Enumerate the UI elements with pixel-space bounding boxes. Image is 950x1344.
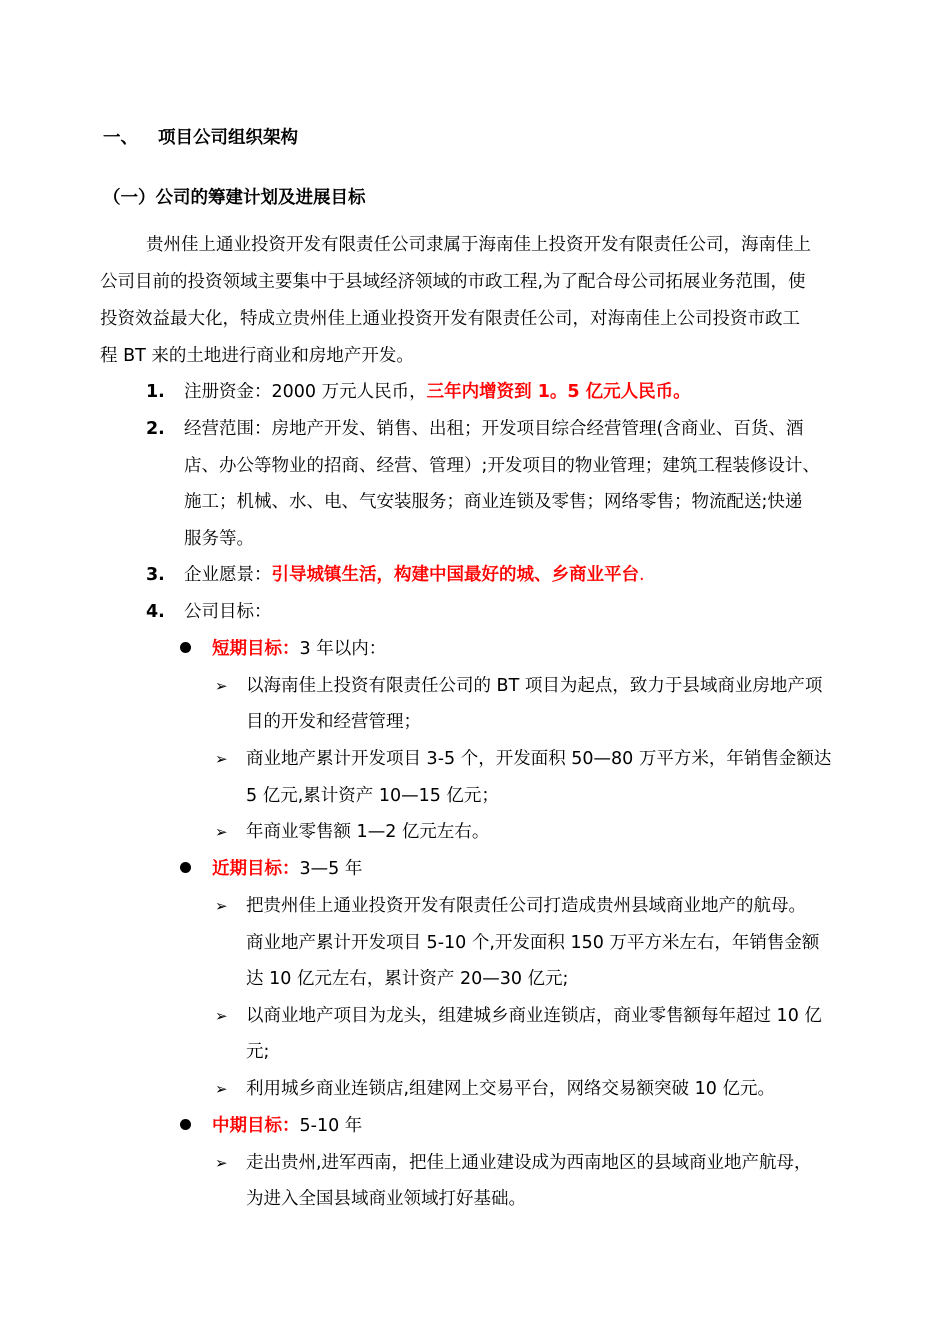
item-scope-line: 经营范围：房地产开发、销售、出租；开发项目综合经营管理(含商业、百货、酒 — [184, 419, 804, 439]
mid-term-value: 5-10 年 — [299, 1116, 363, 1136]
mid-term-point-line: 走出贵州,进军西南，把佳上通业建设成为西南地区的县域商业地产航母， — [246, 1153, 812, 1173]
near-term-point-line: 元; — [246, 1042, 270, 1062]
mid-term-label: 中期目标： — [212, 1116, 300, 1136]
mid-term-heading — [212, 1114, 362, 1138]
near-term-heading — [212, 857, 362, 881]
item-number: 2. — [146, 419, 165, 439]
item-scope-line: 店、办公等物业的招商、经营、管理）;开发项目的物业管理；建筑工程装修设计、 — [184, 456, 820, 476]
arrow-bullet-icon: ➢ — [215, 1080, 228, 1098]
item-vision-text — [184, 563, 645, 587]
short-term-label: 短期目标： — [212, 639, 300, 659]
short-term-point-line: 以海南佳上投资有限责任公司的 BT 项目为起点，致力于县域商业房地产项 — [246, 676, 823, 696]
item-scope-line: 施工；机械、水、电、气安装服务；商业连锁及零售；网络零售；物流配送;快递 — [184, 492, 803, 512]
near-term-point-line: 达 10 亿元左右，累计资产 20—30 亿元; — [246, 969, 569, 989]
bullet-dot-icon — [180, 642, 191, 653]
short-term-point-line: 5 亿元,累计资产 10—15 亿元； — [246, 786, 499, 806]
subheading-title: （一）公司的筹建计划及进展目标 — [103, 188, 366, 208]
heading-number: 一、 — [103, 128, 138, 148]
arrow-bullet-icon: ➢ — [215, 677, 228, 695]
arrow-bullet-icon: ➢ — [215, 750, 228, 768]
item-number: 4. — [146, 602, 165, 622]
short-term-point-line: 目的开发和经营管理； — [246, 712, 421, 732]
item-vision-label: 企业愿景： — [184, 565, 272, 585]
intro-line: 投资效益最大化，特成立贵州佳上通业投资开发有限责任公司，对海南佳上公司投资市政工 — [100, 309, 800, 329]
short-term-point-line: 商业地产累计开发项目 3-5 个，开发面积 50—80 万平方米，年销售金额达 — [246, 749, 832, 769]
near-term-point-line: 以商业地产项目为龙头，组建城乡商业连锁店，商业零售额每年超过 10 亿 — [246, 1006, 822, 1026]
item-capital-highlight: 三年内增资到 1。5 亿元人民币。 — [426, 382, 691, 402]
item-vision-highlight: 引导城镇生活，构建中国最好的城、乡商业平台 — [271, 565, 639, 585]
arrow-bullet-icon: ➢ — [215, 1007, 228, 1025]
heading-title: 项目公司组织架构 — [158, 128, 298, 148]
item-number: 1. — [146, 382, 165, 402]
item-vision-tail: . — [639, 565, 645, 585]
near-term-value: 3—5 年 — [299, 859, 363, 879]
mid-term-point-line: 为进入全国县域商业领域打好基础。 — [246, 1189, 526, 1209]
item-scope-line: 服务等。 — [184, 529, 254, 549]
near-term-label: 近期目标： — [212, 859, 300, 879]
bullet-dot-icon — [180, 1119, 191, 1130]
short-term-heading — [212, 637, 386, 661]
arrow-bullet-icon: ➢ — [215, 1154, 228, 1172]
intro-line: 公司目前的投资领域主要集中于县域经济领域的市政工程,为了配合母公司拓展业务范围，使 — [100, 272, 806, 292]
short-term-point-line: 年商业零售额 1—2 亿元左右。 — [246, 822, 490, 842]
near-term-point-line: 把贵州佳上通业投资开发有限责任公司打造成贵州县域商业地产的航母。 — [246, 896, 806, 916]
item-capital-label: 注册资金：2000 万元人民币， — [184, 382, 427, 402]
bullet-dot-icon — [180, 862, 191, 873]
intro-line: 程 BT 来的土地进行商业和房地产开发。 — [100, 346, 414, 366]
arrow-bullet-icon: ➢ — [215, 897, 228, 915]
item-number: 3. — [146, 565, 165, 585]
intro-line: 贵州佳上通业投资开发有限责任公司隶属于海南佳上投资开发有限责任公司，海南佳上 — [146, 235, 811, 255]
item-capital-text — [184, 380, 691, 404]
near-term-point-line: 利用城乡商业连锁店,组建网上交易平台，网络交易额突破 10 亿元。 — [246, 1079, 775, 1099]
item-goals-label: 公司目标： — [184, 602, 272, 622]
short-term-value: 3 年以内： — [299, 639, 387, 659]
near-term-point-line: 商业地产累计开发项目 5-10 个,开发面积 150 万平方米左右，年销售金额 — [246, 933, 820, 953]
arrow-bullet-icon: ➢ — [215, 823, 228, 841]
